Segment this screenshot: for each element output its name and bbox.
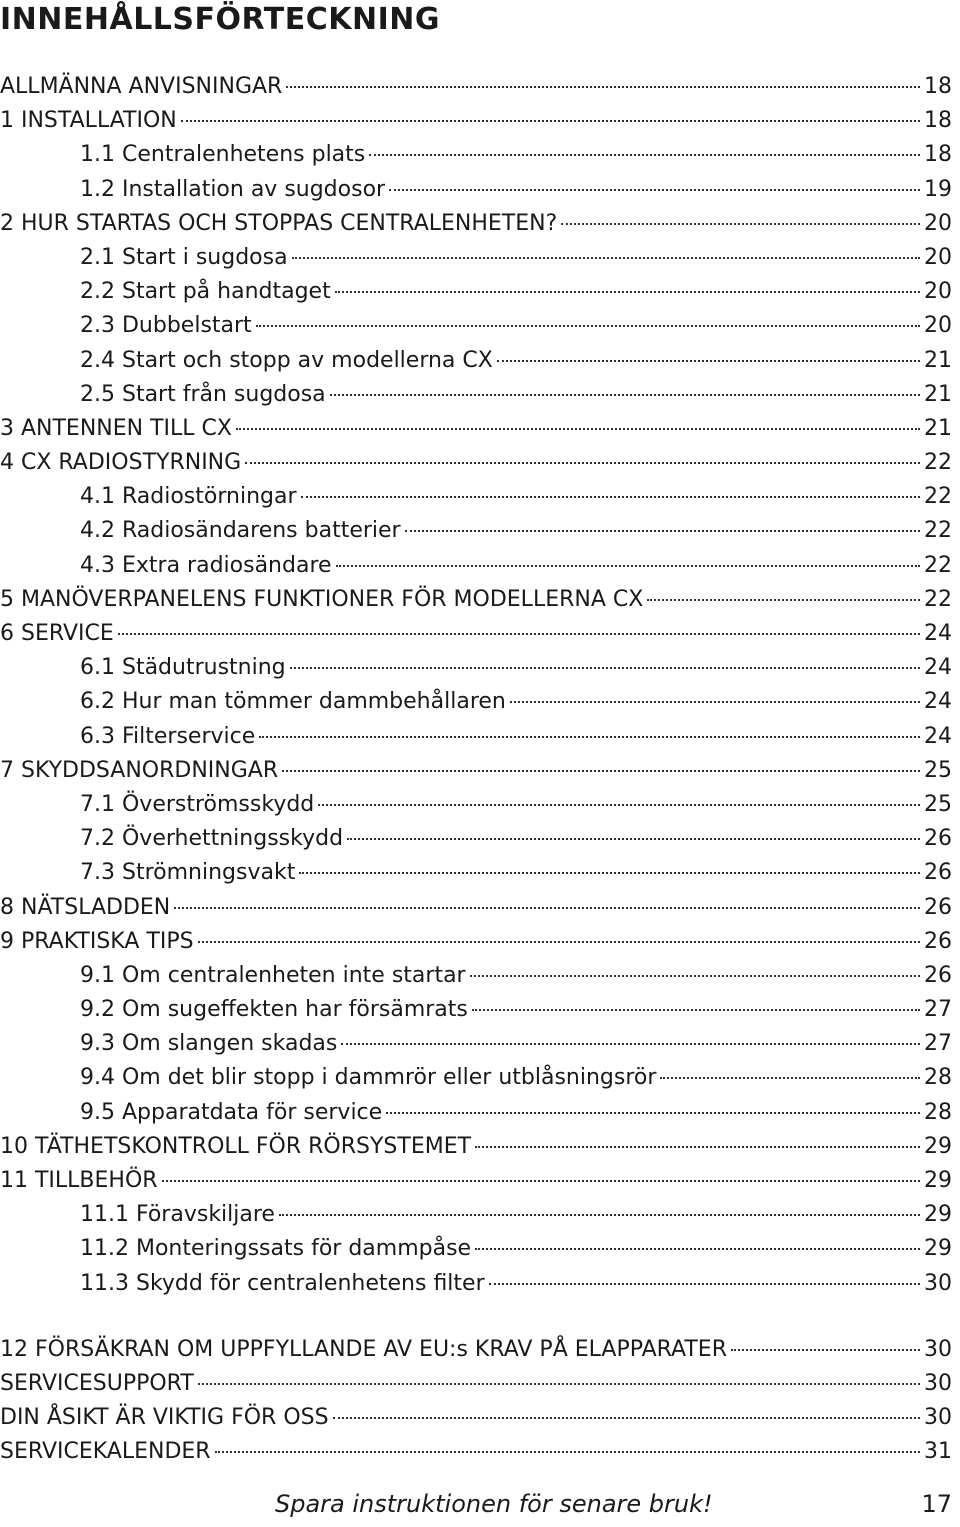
toc-entry-page: 28 (924, 1065, 952, 1091)
dot-leader (497, 360, 920, 362)
toc-entry[interactable] (0, 1096, 952, 1130)
toc-entry[interactable] (0, 925, 952, 959)
dot-leader (660, 1077, 920, 1079)
toc-entry-page: 24 (924, 723, 952, 749)
dot-leader (245, 462, 920, 464)
toc-entry-page: 18 (924, 142, 952, 168)
toc-entry[interactable] (0, 1130, 952, 1164)
toc-entry-page: 21 (924, 381, 952, 407)
dot-leader (470, 975, 920, 977)
dot-leader (259, 736, 920, 738)
toc-entry[interactable] (0, 207, 952, 241)
dot-leader (318, 804, 920, 806)
toc-entry[interactable] (0, 70, 952, 104)
toc-entry[interactable] (0, 788, 952, 822)
toc-entry-page: 30 (924, 1270, 952, 1296)
toc-entry-page: 30 (924, 1405, 952, 1431)
toc-entry-title: 2.5 Start från sugdosa (80, 381, 326, 407)
toc-entry[interactable] (0, 344, 952, 378)
toc-entry-title: 12 FÖRSÄKRAN OM UPPFYLLANDE AV EU:s KRAV PÅ ELAPPARATER (0, 1336, 727, 1362)
toc-entry-title: 9 PRAKTISKA TIPS (0, 928, 194, 954)
toc-entry[interactable] (0, 1232, 952, 1266)
dot-leader (369, 154, 920, 156)
toc-entry-title: 7.2 Överhettningsskydd (80, 826, 344, 852)
dot-leader (347, 838, 920, 840)
toc-entry-title: SERVICESUPPORT (0, 1370, 194, 1396)
toc-entry-page: 31 (924, 1439, 952, 1465)
toc-entry-title: 6.1 Städutrustning (80, 655, 286, 681)
toc-entry-title: 1 INSTALLATION (0, 108, 177, 134)
toc-entry-title: ALLMÄNNA ANVISNINGAR (0, 74, 283, 99)
toc-entry-title: 4 CX RADIOSTYRNING (0, 450, 242, 476)
toc-entry-page: 27 (924, 997, 952, 1023)
toc-entry[interactable] (0, 720, 952, 754)
page-title: INNEHÅLLSFÖRTECKNING (0, 2, 441, 37)
toc-entry[interactable] (0, 1027, 952, 1061)
toc-entry-page: 24 (924, 689, 952, 715)
toc-entry-page: 20 (924, 244, 952, 270)
toc-entry-page: 18 (924, 108, 952, 134)
toc-entry[interactable] (0, 856, 952, 890)
toc-entry-page: 20 (924, 210, 952, 236)
dot-leader (198, 941, 920, 943)
toc-entry[interactable] (0, 1367, 952, 1401)
toc-entry-page: 22 (924, 552, 952, 578)
dot-leader (561, 223, 920, 225)
toc-entry-page: 30 (924, 1370, 952, 1396)
toc-entry[interactable] (0, 685, 952, 719)
toc-entry-page: 26 (924, 826, 952, 852)
toc-entry-title: 9.4 Om det blir stopp i dammrör eller utblåsningsrör (80, 1065, 657, 1091)
toc-entry-page: 22 (924, 450, 952, 476)
toc-entry[interactable] (0, 514, 952, 548)
toc-entry-title: 7.3 Strömningsvakt (80, 860, 296, 886)
dot-leader (181, 120, 920, 122)
dot-leader (647, 599, 920, 601)
toc-entry-title: 2.4 Start och stopp av modellerna CX (80, 347, 493, 373)
toc-entry-page: 21 (924, 415, 952, 441)
toc-entry-title: 9.5 Apparatdata för service (80, 1099, 383, 1125)
toc-entry[interactable] (0, 549, 952, 583)
dot-leader (290, 667, 920, 669)
toc-entry-page: 25 (924, 757, 952, 783)
toc-entry[interactable] (0, 617, 952, 651)
toc-entry[interactable] (0, 754, 952, 788)
dot-leader (341, 1043, 920, 1045)
dot-leader (475, 1248, 920, 1250)
toc-entry-title: 11 TILLBEHÖR (0, 1168, 158, 1193)
toc-entry[interactable] (0, 1061, 952, 1095)
toc-entry[interactable] (0, 993, 952, 1027)
toc-entry-title: 11.2 Monteringssats för dammpåse (80, 1236, 472, 1262)
toc-entry-page: 22 (924, 484, 952, 510)
toc-entry-page: 21 (924, 347, 952, 373)
dot-leader (279, 1214, 920, 1216)
footer-note: Spara instruktionen för senare bruk! (275, 1490, 713, 1518)
toc-entry-page: 26 (924, 928, 952, 954)
dot-leader (330, 394, 920, 396)
dot-leader (475, 1146, 920, 1148)
toc-entry-page: 29 (924, 1168, 952, 1193)
toc-entry-title: 1.2 Installation av sugdosor (80, 176, 386, 202)
toc-entry-page: 25 (924, 791, 952, 817)
toc-entry[interactable] (0, 959, 952, 993)
dot-leader (299, 872, 920, 874)
toc-entry[interactable] (0, 412, 952, 446)
dot-leader (336, 565, 920, 567)
dot-leader (236, 428, 920, 430)
toc-entry-title: 10 TÄTHETSKONTROLL FÖR RÖRSYSTEMET (0, 1133, 472, 1159)
dot-leader (286, 86, 920, 88)
toc-entry-title: 2 HUR STARTAS OCH STOPPAS CENTRALENHETEN? (0, 210, 558, 236)
toc-entry[interactable] (0, 309, 952, 343)
toc-entry-page: 26 (924, 860, 952, 886)
dot-leader (389, 189, 920, 191)
toc-entry-title: 11.1 Föravskiljare (80, 1202, 275, 1228)
toc-entry-title: 9.2 Om sugeffekten har försämrats (80, 997, 468, 1023)
toc-entry[interactable] (0, 138, 952, 172)
toc-entry[interactable] (0, 378, 952, 412)
dot-leader (489, 1283, 920, 1285)
toc-entry[interactable] (0, 583, 952, 617)
table-of-contents (0, 70, 952, 1470)
toc-entry[interactable] (0, 104, 952, 138)
toc-entry[interactable] (0, 1435, 952, 1469)
page-number: 17 (921, 1490, 952, 1518)
toc-entry[interactable] (0, 651, 952, 685)
toc-entry-title: 3 ANTENNEN TILL CX (0, 415, 232, 441)
toc-entry-title: 11.3 Skydd för centralenhetens filter (80, 1270, 485, 1296)
toc-entry-page: 20 (924, 313, 952, 339)
toc-entry-title: 5 MANÖVERPANELENS FUNKTIONER FÖR MODELLERNA CX (0, 586, 644, 612)
toc-entry[interactable] (0, 1401, 952, 1435)
toc-entry-title: 6.2 Hur man tömmer dammbehållaren (80, 689, 506, 715)
toc-entry[interactable] (0, 480, 952, 514)
toc-entry-title: 7 SKYDDSANORDNINGAR (0, 757, 279, 783)
toc-entry-page: 18 (924, 74, 952, 99)
dot-leader (301, 496, 921, 498)
toc-entry-page: 27 (924, 1031, 952, 1057)
toc-entry-title: 6.3 Filterservice (80, 723, 256, 749)
dot-leader (386, 1112, 920, 1114)
toc-entry-title: 2.3 Dubbelstart (80, 313, 252, 339)
toc-entry-title: 9.1 Om centralenheten inte startar (80, 962, 466, 988)
toc-entry-title: 9.3 Om slangen skadas (80, 1031, 338, 1057)
dot-leader (292, 257, 920, 259)
dot-leader (215, 1451, 920, 1453)
toc-entry-page: 29 (924, 1202, 952, 1228)
toc-entry-title: 6 SERVICE (0, 621, 114, 646)
toc-entry[interactable] (0, 1267, 952, 1301)
toc-entry-title: 4.1 Radiostörningar (80, 484, 297, 510)
dot-leader (162, 1180, 920, 1182)
toc-entry-title: 2.1 Start i sugdosa (80, 244, 288, 270)
dot-leader (198, 1383, 920, 1385)
dot-leader (333, 1417, 920, 1419)
toc-entry-title: SERVICEKALENDER (0, 1439, 211, 1465)
dot-leader (472, 1009, 920, 1011)
toc-entry-title: 7.1 Överströmsskydd (80, 791, 315, 817)
dot-leader (256, 325, 920, 327)
dot-leader (405, 530, 920, 532)
toc-entry-page: 29 (924, 1236, 952, 1262)
dot-leader (510, 701, 920, 703)
toc-entry-title: DIN ÅSIKT ÄR VIKTIG FÖR OSS (0, 1405, 329, 1431)
toc-entry-page: 22 (924, 518, 952, 544)
toc-entry-title: 2.2 Start på handtaget (80, 279, 331, 305)
toc-entry-title: 1.1 Centralenhetens plats (80, 142, 366, 168)
toc-entry-page: 19 (924, 176, 952, 202)
toc-entry[interactable] (0, 822, 952, 856)
toc-entry-title: 4.2 Radiosändarens batterier (80, 518, 401, 544)
toc-entry-title: 8 NÄTSLADDEN (0, 894, 171, 920)
toc-entry-title: 4.3 Extra radiosändare (80, 552, 332, 578)
toc-entry[interactable] (0, 241, 952, 275)
toc-entry[interactable] (0, 173, 952, 207)
dot-leader (174, 907, 920, 909)
toc-entry-page: 24 (924, 621, 952, 646)
dot-leader (118, 633, 920, 635)
dot-leader (335, 291, 920, 293)
toc-entry[interactable] (0, 1198, 952, 1232)
toc-entry[interactable] (0, 275, 952, 309)
toc-entry-page: 26 (924, 894, 952, 920)
toc-entry-page: 24 (924, 655, 952, 681)
toc-entry[interactable] (0, 1164, 952, 1198)
toc-entry[interactable] (0, 446, 952, 480)
toc-entry-page: 29 (924, 1133, 952, 1159)
toc-entry-page: 20 (924, 279, 952, 305)
toc-entry[interactable] (0, 1333, 952, 1367)
dot-leader (731, 1349, 920, 1351)
toc-entry-page: 28 (924, 1099, 952, 1125)
dot-leader (282, 770, 920, 772)
toc-entry-page: 30 (924, 1336, 952, 1362)
toc-entry-page: 26 (924, 962, 952, 988)
toc-entry[interactable] (0, 891, 952, 925)
toc-entry-page: 22 (924, 586, 952, 612)
